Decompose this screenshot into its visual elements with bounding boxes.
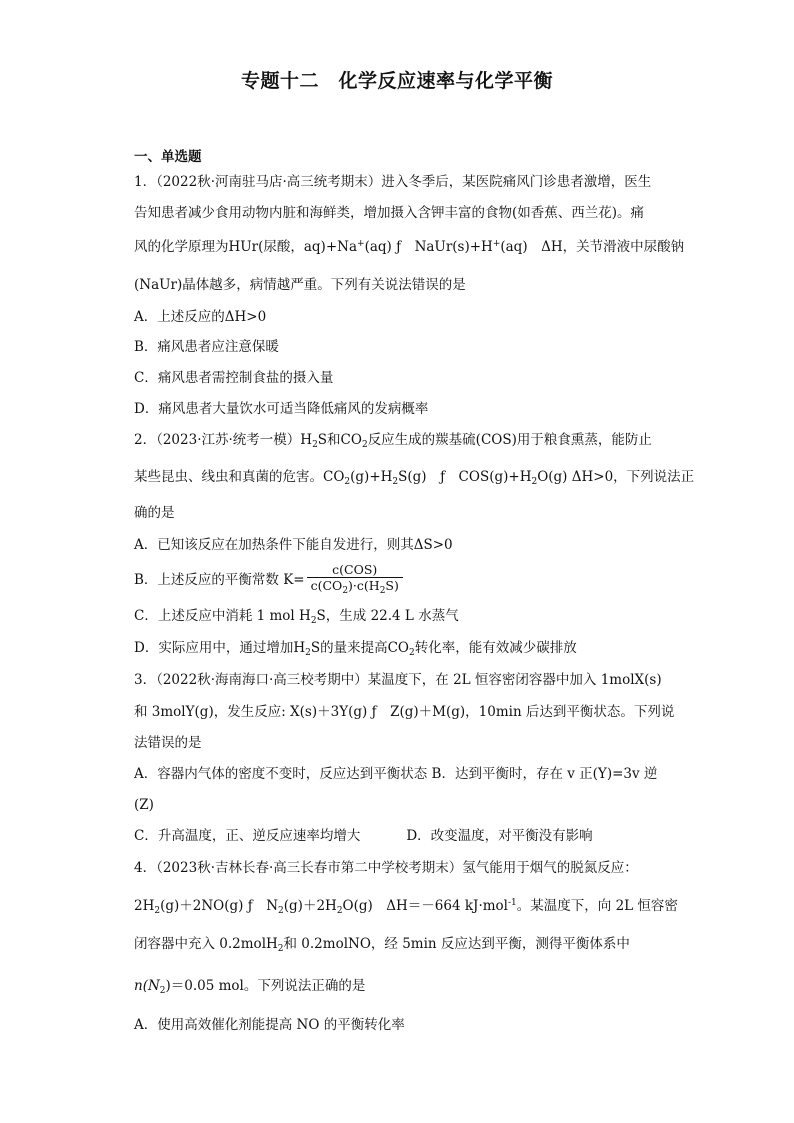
- q4-stem-line-2: $2H_2(g)+2NO(g)$ ƒ $N_2(g)+2H_2O(g)$ ΔH＝－664 kJ·mol$^{-1}$。某温度下，向 2L 恒容密: [134, 898, 678, 916]
- q2-stem-line-1: 2．（2023·江苏·统考一模）$H_2S$和$CO_2$反应生成的羰基硫(COS)用于粮食熏蒸，能防止: [134, 432, 652, 450]
- q1-stem-line-4: (NaUr)晶体越多，病情越严重。下列有关说法错误的是: [134, 277, 466, 293]
- q3-option-a-b: A．容器内气体的密度不变时，反应达到平衡状态 B．达到平衡时，存在 v 正(Y)=3v 逆: [134, 766, 658, 782]
- q2-stem-line-2: 某些昆虫、线虫和真菌的危害。$CO_2(g)+H_2S(g)$ ƒ $COS(g)+H_2O(g)$ ΔH>0，下列说法正: [134, 469, 695, 487]
- q2-option-d: D．实际应用中，通过增加$H_2S$的量来提高$CO_2$转化率，能有效减少碳排放: [134, 640, 577, 658]
- q3-option-c-d: C．升高温度，正、逆反应速率均增大 D．改变温度，对平衡没有影响: [134, 828, 593, 844]
- q4-option-a: A．使用高效催化剂能提高 NO 的平衡转化率: [134, 1017, 405, 1033]
- q1-stem-line-3: 风的化学原理为HUr(尿酸，aq)+Na+(aq) ƒ NaUr(s)+H+(aq) ΔH，关节滑液中尿酸钠: [134, 239, 685, 255]
- q1-stem-line-2: 告知患者减少食用动物内脏和海鲜类，增加摄入含钾丰富的食物(如香蕉、西兰花)。痛: [134, 205, 645, 221]
- equilibrium-constant-fraction: $\frac{\text{c(COS)}}{c(CO_2)\cdot c(H_2S)}$: [307, 562, 403, 599]
- q1-option-b: B．痛风患者应注意保暖: [134, 339, 279, 355]
- section-heading: 一、单选题: [134, 149, 202, 165]
- q3-stem-line-1: 3．（2022秋·海南海口·高三校考期中）某温度下，在 2L 恒容密闭容器中加入 1molX(s): [134, 672, 662, 688]
- q4-stem-line-1: 4．（2023秋·吉林长春·高三长春市第二中学校考期末）氢气能用于烟气的脱氮反应：: [134, 860, 638, 876]
- q2-stem-line-3: 确的是: [134, 505, 175, 521]
- q1-option-c: C．痛风患者需控制食盐的摄入量: [134, 370, 334, 386]
- q4-stem-line-3: 闭容器中充入 0.2molH$_2$和 0.2molNO，经 5min 反应达到平衡，测得平衡体系中: [134, 936, 630, 954]
- q1-option-d: D．痛风患者大量饮水可适当降低痛风的发病概率: [134, 401, 429, 417]
- page-title: 专题十二 化学反应速率与化学平衡: [240, 70, 553, 92]
- q4-stem-line-4: $n(N_2)=0.05$ mol。下列说法正确的是: [134, 978, 366, 996]
- q2-option-c: C．上述反应中消耗 1 mol $H_2S$，生成 22.4 L 水蒸气: [134, 608, 459, 626]
- q3-option-b-cont: (Z): [134, 797, 154, 813]
- q3-stem-line-2: 和 3molY(g)，发生反应: X(s)＋3Y(g) ƒ Z(g)＋M(g)，10min 后达到平衡状态。下列说: [134, 704, 675, 720]
- q1-option-a: A．上述反应的ΔH>0: [134, 309, 267, 325]
- q2-option-a: A．已知该反应在加热条件下能自发进行，则其ΔS>0: [134, 537, 453, 553]
- q1-stem-line-1: 1．（2022秋·河南驻马店·高三统考期末）进入冬季后，某医院痛风门诊患者激增，医生: [134, 174, 652, 190]
- q3-stem-line-3: 法错误的是: [134, 735, 202, 751]
- q2-option-b: B．上述反应的平衡常数 K= $\frac{\text{c(COS)}}{c(CO_2)\cdot c(H_2S)}$: [134, 562, 662, 599]
